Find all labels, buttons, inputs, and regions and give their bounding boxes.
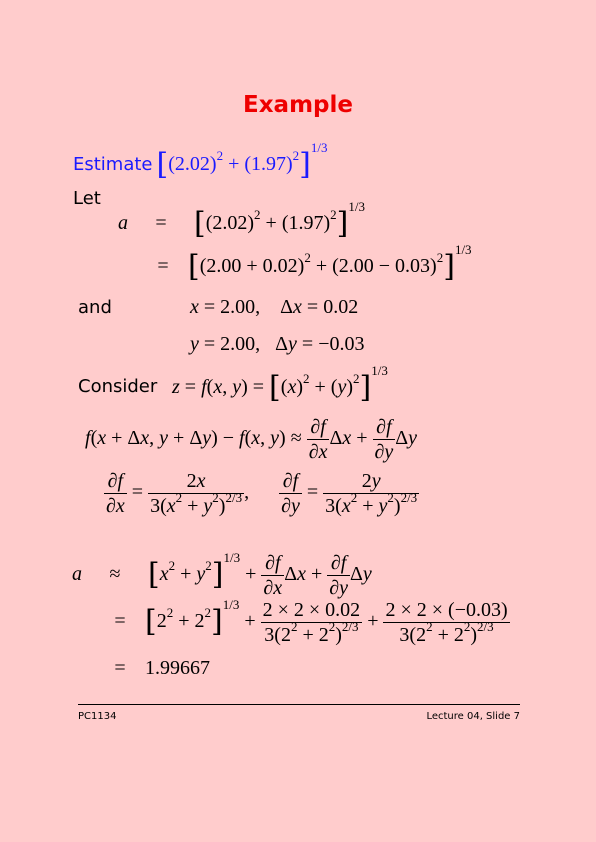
let-label: Let [73,188,101,209]
and-label: and [78,297,112,318]
approximation-line-2: = $[2^2 + 2^2]^{1/3}$ + $\frac{2 \times 2 \times 0.02}{3(2^2 + 2^2)^{2/3}}$ + $\frac{2 \times 2 \times (-0.03)}{3(2^2 + 2^2)^{2/3}}$ [114,597,508,646]
partial-derivatives: $\frac{\partial f}{\partial x}$ = $\frac{2x}{3(x^2 + y^2)^{2/3}}$ , $\frac{\partial f}{\partial y}$ = $\frac{2y}{3(x^2 + y^2)^{2/3}}$ [106,470,418,517]
x-definition: x = 2.00, Δx = 0.02 [190,296,359,318]
footer-course-code: PC1134 [78,711,117,722]
a-definition-line-1: $a = [(2.02)^2 + (1.97)^2]^{1/3}$ [118,199,365,241]
a-definition-line-2: = $[(2.00 + 0.02)^2 + (2.00 - 0.03)^2]^{1/3}$ [157,242,472,284]
estimate-line [73,140,328,182]
approximation-line-1: $a \approx [x^2 + y^2]^{1/3}$ + $\frac{\partial f}{\partial x}$ Δx + $\frac{\partial f}{\partial y}$ Δy [72,550,372,599]
estimate-label: Estimate [73,154,153,175]
differential-approximation: f(x + Δx, y + Δy) − f(x, y) ≈ $\frac{\partial f}{\partial x}$ Δx + $\frac{\partial f}{\partial y}$ Δy [85,416,418,463]
slide-title: Example [243,92,353,118]
footer-slide-label: Lecture 04, Slide 7 [426,711,520,722]
consider-label: Consider [78,376,158,397]
estimate-expression: $[(2.02)^2 + (1.97)^2]^{1/3}$ [156,140,328,182]
footer-divider [78,704,520,705]
y-definition: y = 2.00, Δy = −0.03 [190,333,365,355]
z-definition: z = f(x, $y) = [(x)^2 + (y)^2]^{1/3}$ [172,363,388,405]
result-value: 1.99667 [145,657,210,679]
result-line: = 1.99667 [114,657,210,679]
